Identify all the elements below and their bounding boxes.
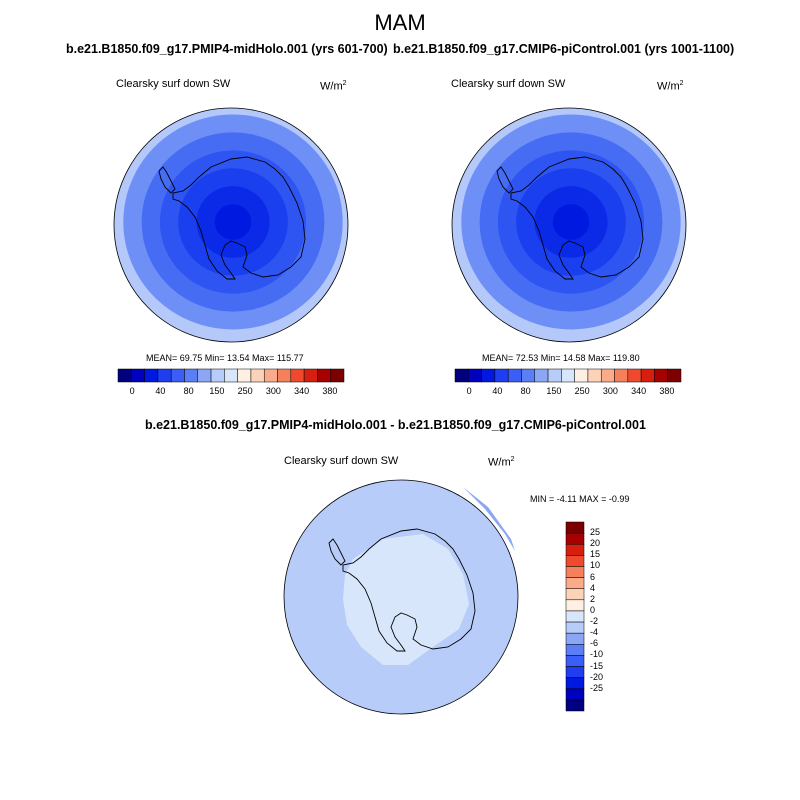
colorbar-box xyxy=(495,369,508,382)
colorbar-tick-label: 40 xyxy=(492,386,503,396)
contour-band xyxy=(215,204,252,240)
colorbar-box xyxy=(118,369,131,382)
colorbar-tick-label: 150 xyxy=(546,386,562,396)
difference-title: b.e21.B1850.f09_g17.PMIP4-midHolo.001 - b.e21.B1850.f09_g17.CMIP6-piControl.001 xyxy=(145,418,646,432)
colorbar-box xyxy=(601,369,614,382)
panel1-polar-map xyxy=(113,107,349,343)
panel1-units: $W/m^2$ xyxy=(320,80,347,93)
colorbar-tick-label: 6 xyxy=(590,571,596,582)
colorbar-box xyxy=(566,667,584,678)
colorbar-box xyxy=(482,369,495,382)
colorbar-tick-label: 0 xyxy=(129,386,135,396)
colorbar-box xyxy=(566,644,584,655)
colorbar-box xyxy=(566,533,584,544)
colorbar-box xyxy=(468,369,481,382)
colorbar-box xyxy=(455,369,468,382)
colorbar-tick-label: 15 xyxy=(590,549,601,560)
colorbar-tick-label: 20 xyxy=(590,538,601,549)
colorbar-box xyxy=(566,655,584,666)
difference-colorbar xyxy=(566,522,584,711)
colorbar-box xyxy=(566,622,584,633)
colorbar-box xyxy=(535,369,548,382)
contour-band xyxy=(553,204,590,240)
panel2-polar-map xyxy=(451,107,687,343)
colorbar-tick-label: 300 xyxy=(602,386,618,396)
colorbar-box xyxy=(561,369,574,382)
colorbar-box xyxy=(171,369,184,382)
colorbar-box xyxy=(131,369,144,382)
difference-units: $W/m^2$ xyxy=(488,456,515,469)
colorbar-box xyxy=(588,369,601,382)
colorbar-box xyxy=(566,611,584,622)
colorbar-tick-label: -25 xyxy=(590,682,604,693)
colorbar-box xyxy=(264,369,277,382)
colorbar-tick-label: -4 xyxy=(590,627,599,638)
colorbar-box xyxy=(198,369,211,382)
panel2-units: $W/m^2$ xyxy=(657,80,684,93)
season-title: MAM xyxy=(374,10,426,35)
colorbar-box xyxy=(566,578,584,589)
colorbar-box xyxy=(548,369,561,382)
difference-variable-label: Clearsky surf down SW xyxy=(284,455,399,467)
colorbar-tick-label: 0 xyxy=(590,604,596,615)
colorbar-box xyxy=(224,369,237,382)
colorbar-box xyxy=(184,369,197,382)
colorbar-box xyxy=(291,369,304,382)
colorbar-box xyxy=(566,544,584,555)
colorbar-box xyxy=(317,369,330,382)
colorbar-box xyxy=(566,600,584,611)
colorbar-box xyxy=(304,369,317,382)
colorbar-tick-label: -10 xyxy=(590,649,604,660)
colorbar-tick-label: 25 xyxy=(590,527,601,538)
colorbar-box xyxy=(615,369,628,382)
panel1-stats: MEAN= 69.75 Min= 13.54 Max= 115.77 xyxy=(146,353,304,363)
colorbar-box xyxy=(566,689,584,700)
colorbar-tick-label: -20 xyxy=(590,671,604,682)
colorbar-box xyxy=(508,369,521,382)
panel2-case-title: b.e21.B1850.f09_g17.CMIP6-piControl.001 (yrs 1001-1100) xyxy=(393,42,735,56)
panel1-colorbar-ticks xyxy=(118,386,344,398)
colorbar-tick-label: 380 xyxy=(659,386,675,396)
panel1-colorbar xyxy=(118,369,344,382)
colorbar-tick-label: 40 xyxy=(155,386,166,396)
colorbar-box xyxy=(521,369,534,382)
panel2-variable-label: Clearsky surf down SW xyxy=(451,78,566,90)
panel2-colorbar xyxy=(455,369,681,382)
colorbar-tick-label: 80 xyxy=(183,386,194,396)
colorbar-tick-label: 80 xyxy=(520,386,531,396)
colorbar-box xyxy=(566,700,584,711)
colorbar-box xyxy=(566,633,584,644)
colorbar-box xyxy=(158,369,171,382)
colorbar-box xyxy=(566,522,584,533)
colorbar-box xyxy=(641,369,654,382)
colorbar-box xyxy=(145,369,158,382)
colorbar-tick-label: 4 xyxy=(590,582,596,593)
difference-polar-map xyxy=(283,479,519,715)
colorbar-box xyxy=(566,678,584,689)
colorbar-box xyxy=(331,369,344,382)
colorbar-tick-label: -2 xyxy=(590,616,599,627)
colorbar-box xyxy=(251,369,264,382)
panel2-colorbar-ticks xyxy=(455,386,681,398)
colorbar-box xyxy=(278,369,291,382)
panel2-stats: MEAN= 72.53 Min= 14.58 Max= 119.80 xyxy=(482,353,640,363)
colorbar-tick-label: 150 xyxy=(209,386,225,396)
colorbar-tick-label: 250 xyxy=(237,386,253,396)
colorbar-tick-label: 380 xyxy=(322,386,338,396)
colorbar-box xyxy=(566,555,584,566)
difference-stats: MIN = -4.11 MAX = -0.99 xyxy=(530,494,630,504)
colorbar-box xyxy=(654,369,667,382)
colorbar-tick-label: 340 xyxy=(631,386,647,396)
colorbar-box xyxy=(566,589,584,600)
colorbar-box xyxy=(668,369,681,382)
colorbar-box xyxy=(575,369,588,382)
colorbar-tick-label: 300 xyxy=(265,386,281,396)
colorbar-box xyxy=(211,369,224,382)
panel1-case-title: b.e21.B1850.f09_g17.PMIP4-midHolo.001 (yrs 601-700) xyxy=(66,42,388,56)
colorbar-box xyxy=(628,369,641,382)
colorbar-tick-label: -6 xyxy=(590,638,599,649)
colorbar-box xyxy=(566,566,584,577)
colorbar-tick-label: 10 xyxy=(590,560,601,571)
colorbar-tick-label: 340 xyxy=(294,386,310,396)
colorbar-box xyxy=(238,369,251,382)
colorbar-tick-label: 250 xyxy=(574,386,590,396)
colorbar-tick-label: 2 xyxy=(590,593,596,604)
difference-colorbar-ticks xyxy=(590,522,630,711)
colorbar-tick-label: -15 xyxy=(590,660,604,671)
panel1-variable-label: Clearsky surf down SW xyxy=(116,78,231,90)
colorbar-tick-label: 0 xyxy=(466,386,472,396)
